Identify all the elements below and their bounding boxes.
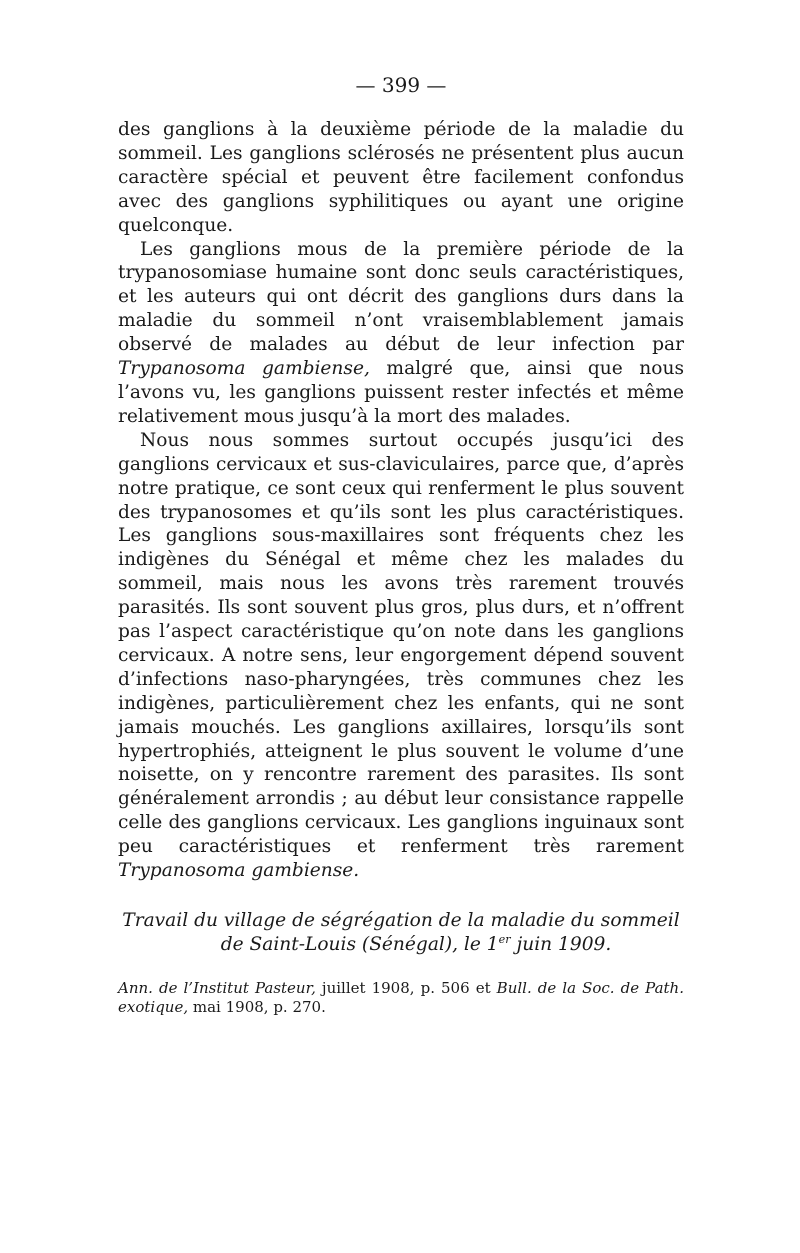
signature-line-1: Travail du village de ségrégation de la maladie du sommeil (122, 910, 680, 931)
paragraph (118, 429, 684, 883)
paragraph (118, 238, 684, 429)
signature-place-date: de Saint-Louis (Sénégal), le 1 (220, 934, 499, 955)
italic-text: Ann. de l’Institut Pasteur, (118, 979, 316, 997)
signature-line-2 (118, 933, 684, 957)
text-run: juillet 1908, p. 506 et (315, 979, 497, 997)
text-run: Les ganglions mous de la première période de la trypanosomiase humaine sont donc seuls caractéristiques, et les auteurs qui ont décrit des ganglions durs dans la maladie du sommeil n’ont vraisemblablement jamais observé de malades au début de leur infection par (118, 238, 684, 356)
text-run: mai 1908, p. 270. (188, 998, 326, 1016)
paragraph (118, 118, 684, 238)
italic-text: Trypanosoma gambiense, (118, 358, 370, 380)
italic-text: Trypanosoma gambiense. (118, 860, 360, 882)
text-run: Nous nous sommes surtout occupés jusqu’ici des ganglions cervicaux et sus-claviculaires, parce que, d’après notre pratique, ce sont ceux qui renferment le plus souvent des trypanosomes et qu’ils sont les plus caractéristiques. Les ganglions sous-maxillaires sont fréquents chez les indigènes du Sénégal et même chez les malades du sommeil, mais nous les avons très rarement trouvés parasités. Ils sont souvent plus gros, plus durs, et n’offrent pas l’aspect caractéristique qu’on note dans les ganglions cervicaux. A notre sens, leur engorgement dépend souvent d’infections naso-pharyngées, très communes chez les indigènes, particulièrement chez les enfants, qui ne sont jamais mouchés. Les ganglions axillaires, lorsqu’ils sont hypertrophiés, atteignent le plus souvent le volume d’une noisette, on y rencontre rarement des parasites. Ils sont généralement arrondis ; au début leur consistance rappelle celle des ganglions cervicaux. Les ganglions inguinaux sont peu caractéristiques et renferment très rarement (118, 429, 684, 858)
page-number: — 399 — (355, 73, 447, 97)
italic-text: Bull. de la Soc. de Path. exotique, (118, 979, 684, 1016)
text-run: des ganglions à la deuxième période de la maladie du sommeil. Les ganglions sclérosés ne présentent plus aucun caractère spécial et peuvent être facilement confondus avec des ganglions syphilitiques ou ayant une origine quelconque. (118, 119, 684, 236)
document-page (118, 72, 684, 1017)
body-text (118, 118, 684, 883)
signature-block (118, 909, 684, 957)
text-run: malgré que, ainsi que nous l’avons vu, les ganglions puissent rester infectés et même relativement mous jusqu’à la mort des malades. (118, 358, 684, 427)
signature-year: juin 1909. (510, 934, 612, 955)
footnote (118, 979, 684, 1017)
ordinal-superscript: er (498, 932, 511, 946)
